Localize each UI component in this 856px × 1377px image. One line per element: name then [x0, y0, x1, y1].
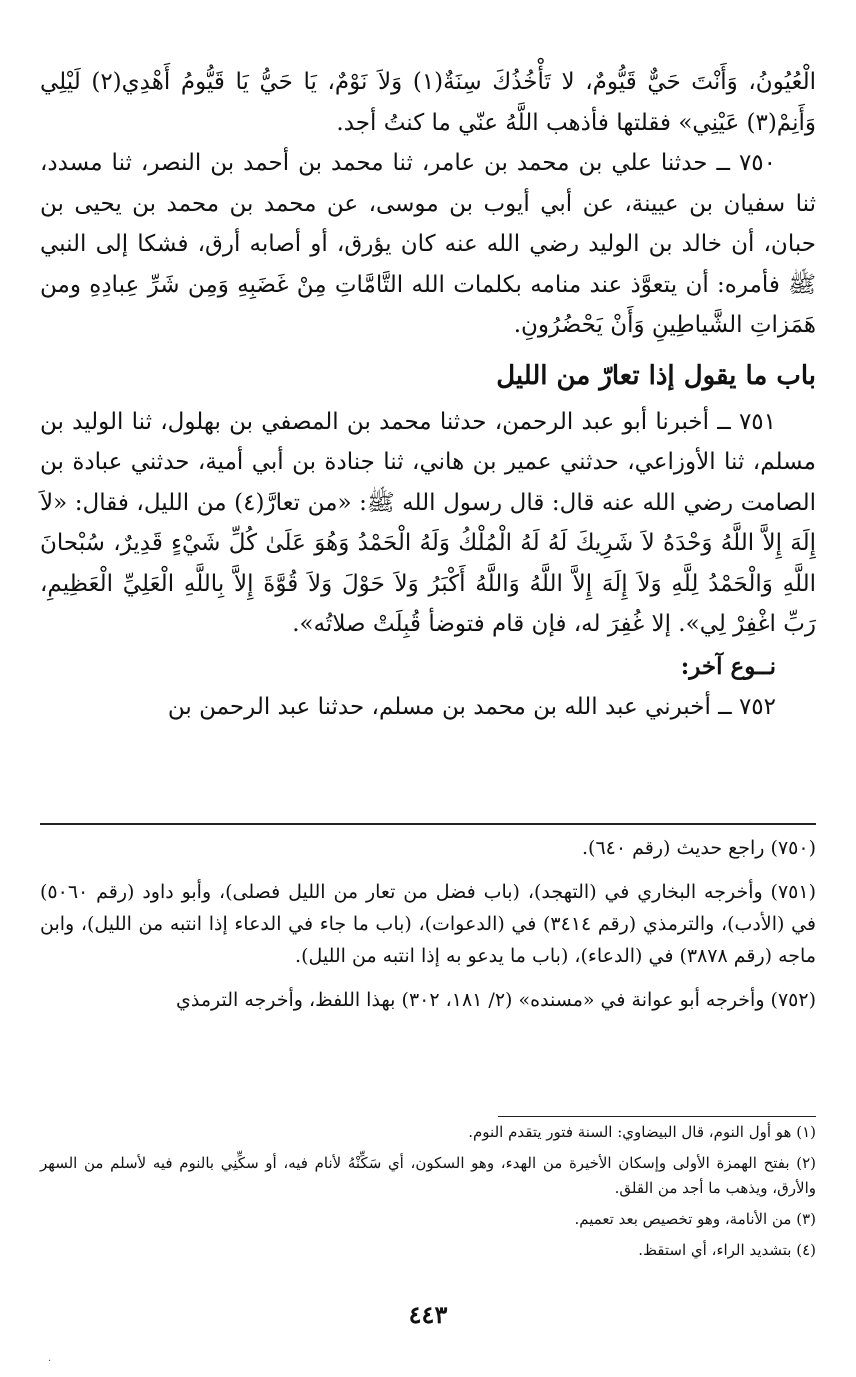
reference-752: (٧٥٢) وأخرجه أبو عوانة في «مسنده» (٢/ ١٨١، ٣٠٢) بهذا اللفظ، وأخرجه الترمذي: [176, 989, 816, 1011]
scan-speck: ·: [48, 1356, 52, 1367]
footnote-1: (١) هو أول النوم، قال البيضاوي: السنة فتور يتقدم النوم.: [468, 1123, 816, 1141]
section-heading: باب ما يقول إذا تعارّ من الليل: [496, 360, 816, 391]
hadith-752: ٧٥٢ ــ أخبرني عبد الله بن محمد بن مسلم، حدثنا عبد الرحمن بن: [167, 694, 776, 720]
reference-750: (٧٥٠) راجع حديث (رقم ٦٤٠).: [582, 837, 816, 859]
main-text: [40, 62, 816, 728]
reference-751: (٧٥١) وأخرجه البخاري في (التهجد)، (باب فضل من تعار من الليل فصلى)، وأبو داود (رقم ٥٠٦٠) في (الأدب)، والترمذي (رقم ٣٤١٤) في (الدعوات)، (باب ما جاء في الدعاء إذا انتبه من الليل)، وابن ماجه (رقم ٣٨٧٨) في (الدعاء)، (باب ما يدعو به إذا انتبه من الليل).: [40, 881, 816, 967]
main-separator-line: [40, 823, 816, 825]
hadith-751: ٧٥١ ــ أخبرنا أبو عبد الرحمن، حدثنا محمد بن المصفي بن بهلول، ثنا الوليد بن مسلم، ثنا الأوزاعي، حدثني عمير بن هاني، ثنا جنادة بن أبي أمية، حدثني عبادة بن الصامت رضي الله عنه قال: قال رسول الله ﷺ: «من تعارَّ(٤) من الليل، فقال: «لاَ إِلَهَ إِلاَّ اللَّهُ وَحْدَهُ لاَ شَرِيكَ لَهُ لَهُ الْمُلْكُ وَلَهُ الْحَمْدُ وَهُوَ عَلَىٰ كُلِّ شَيْءٍ قَدِيرٌ، سُبْحانَ اللَّهِ وَالْحَمْدُ لِلَّهِ وَلاَ إِلَهَ إِلاَّ اللَّهُ وَاللَّهُ أَكْبَرُ وَلاَ حَوْلَ وَلاَ قُوَّةَ إِلاَّ بِاللَّهِ الْعَلِيِّ الْعَظِيمِ، رَبِّ اغْفِرْ لِي». إلا غُفِرَ له، فإن قام فتوضأ قُبِلَتْ صلاتُه».: [40, 408, 816, 637]
opening-paragraph: الْعُيُونُ، وَأَنْتَ حَيٌّ قَيُّومٌ، لا تَأْخُذُكَ سِنَةٌ(١) وَلاَ نَوْمٌ، يَا حَيُّ يَا قَيُّومُ أَهْدِي(٢) لَيْلِي وَأَنِمْ(٣) عَيْنِي» فقلتها فأذهب اللَّهُ عنّي ما كنتُ أجد.: [40, 69, 817, 136]
footnote-3: (٣) من الأنامة، وهو تخصيص بعد تعميم.: [574, 1210, 816, 1228]
footnote-2: (٢) بفتح الهمزة الأولى وإسكان الأخيرة من الهدء، وهو السكون، أي سَكِّنْهُ لأنام فيه، أو سكِّنِي بالنوم فيه لأسلم من السهر والأرق، ويذهب ما أجد من القلق.: [40, 1154, 816, 1197]
footnotes-section: [40, 1120, 816, 1269]
references-section: [40, 832, 816, 1028]
hadith-750: ٧٥٠ ــ حدثنا علي بن محمد بن عامر، ثنا محمد بن أحمد بن النصر، ثنا مسدد، ثنا سفيان بن عيينة، عن أبي أيوب بن موسى، عن محمد بن محمد بن يحيى بن حبان، أن خالد بن الوليد رضي الله عنه كان يؤرق، أو أصابه أرق، فشكا إلى النبي ﷺ فأمره: أن يتعوَّذ عند منامه بكلمات الله التَّامَّاتِ مِنْ غَضَبِهِ وَمِن شَرِّ عِبادِهِ ومن هَمَزاتِ الشَّياطِينِ وَأَنْ يَحْضُرُونِ.: [40, 150, 816, 338]
footnote-separator-line: [498, 1116, 816, 1117]
subheading: نــوع آخر:: [680, 652, 776, 680]
footnote-4: (٤) بتشديد الراء، أي استقظ.: [638, 1241, 816, 1259]
page-number: ٤٤٣: [408, 1300, 448, 1329]
